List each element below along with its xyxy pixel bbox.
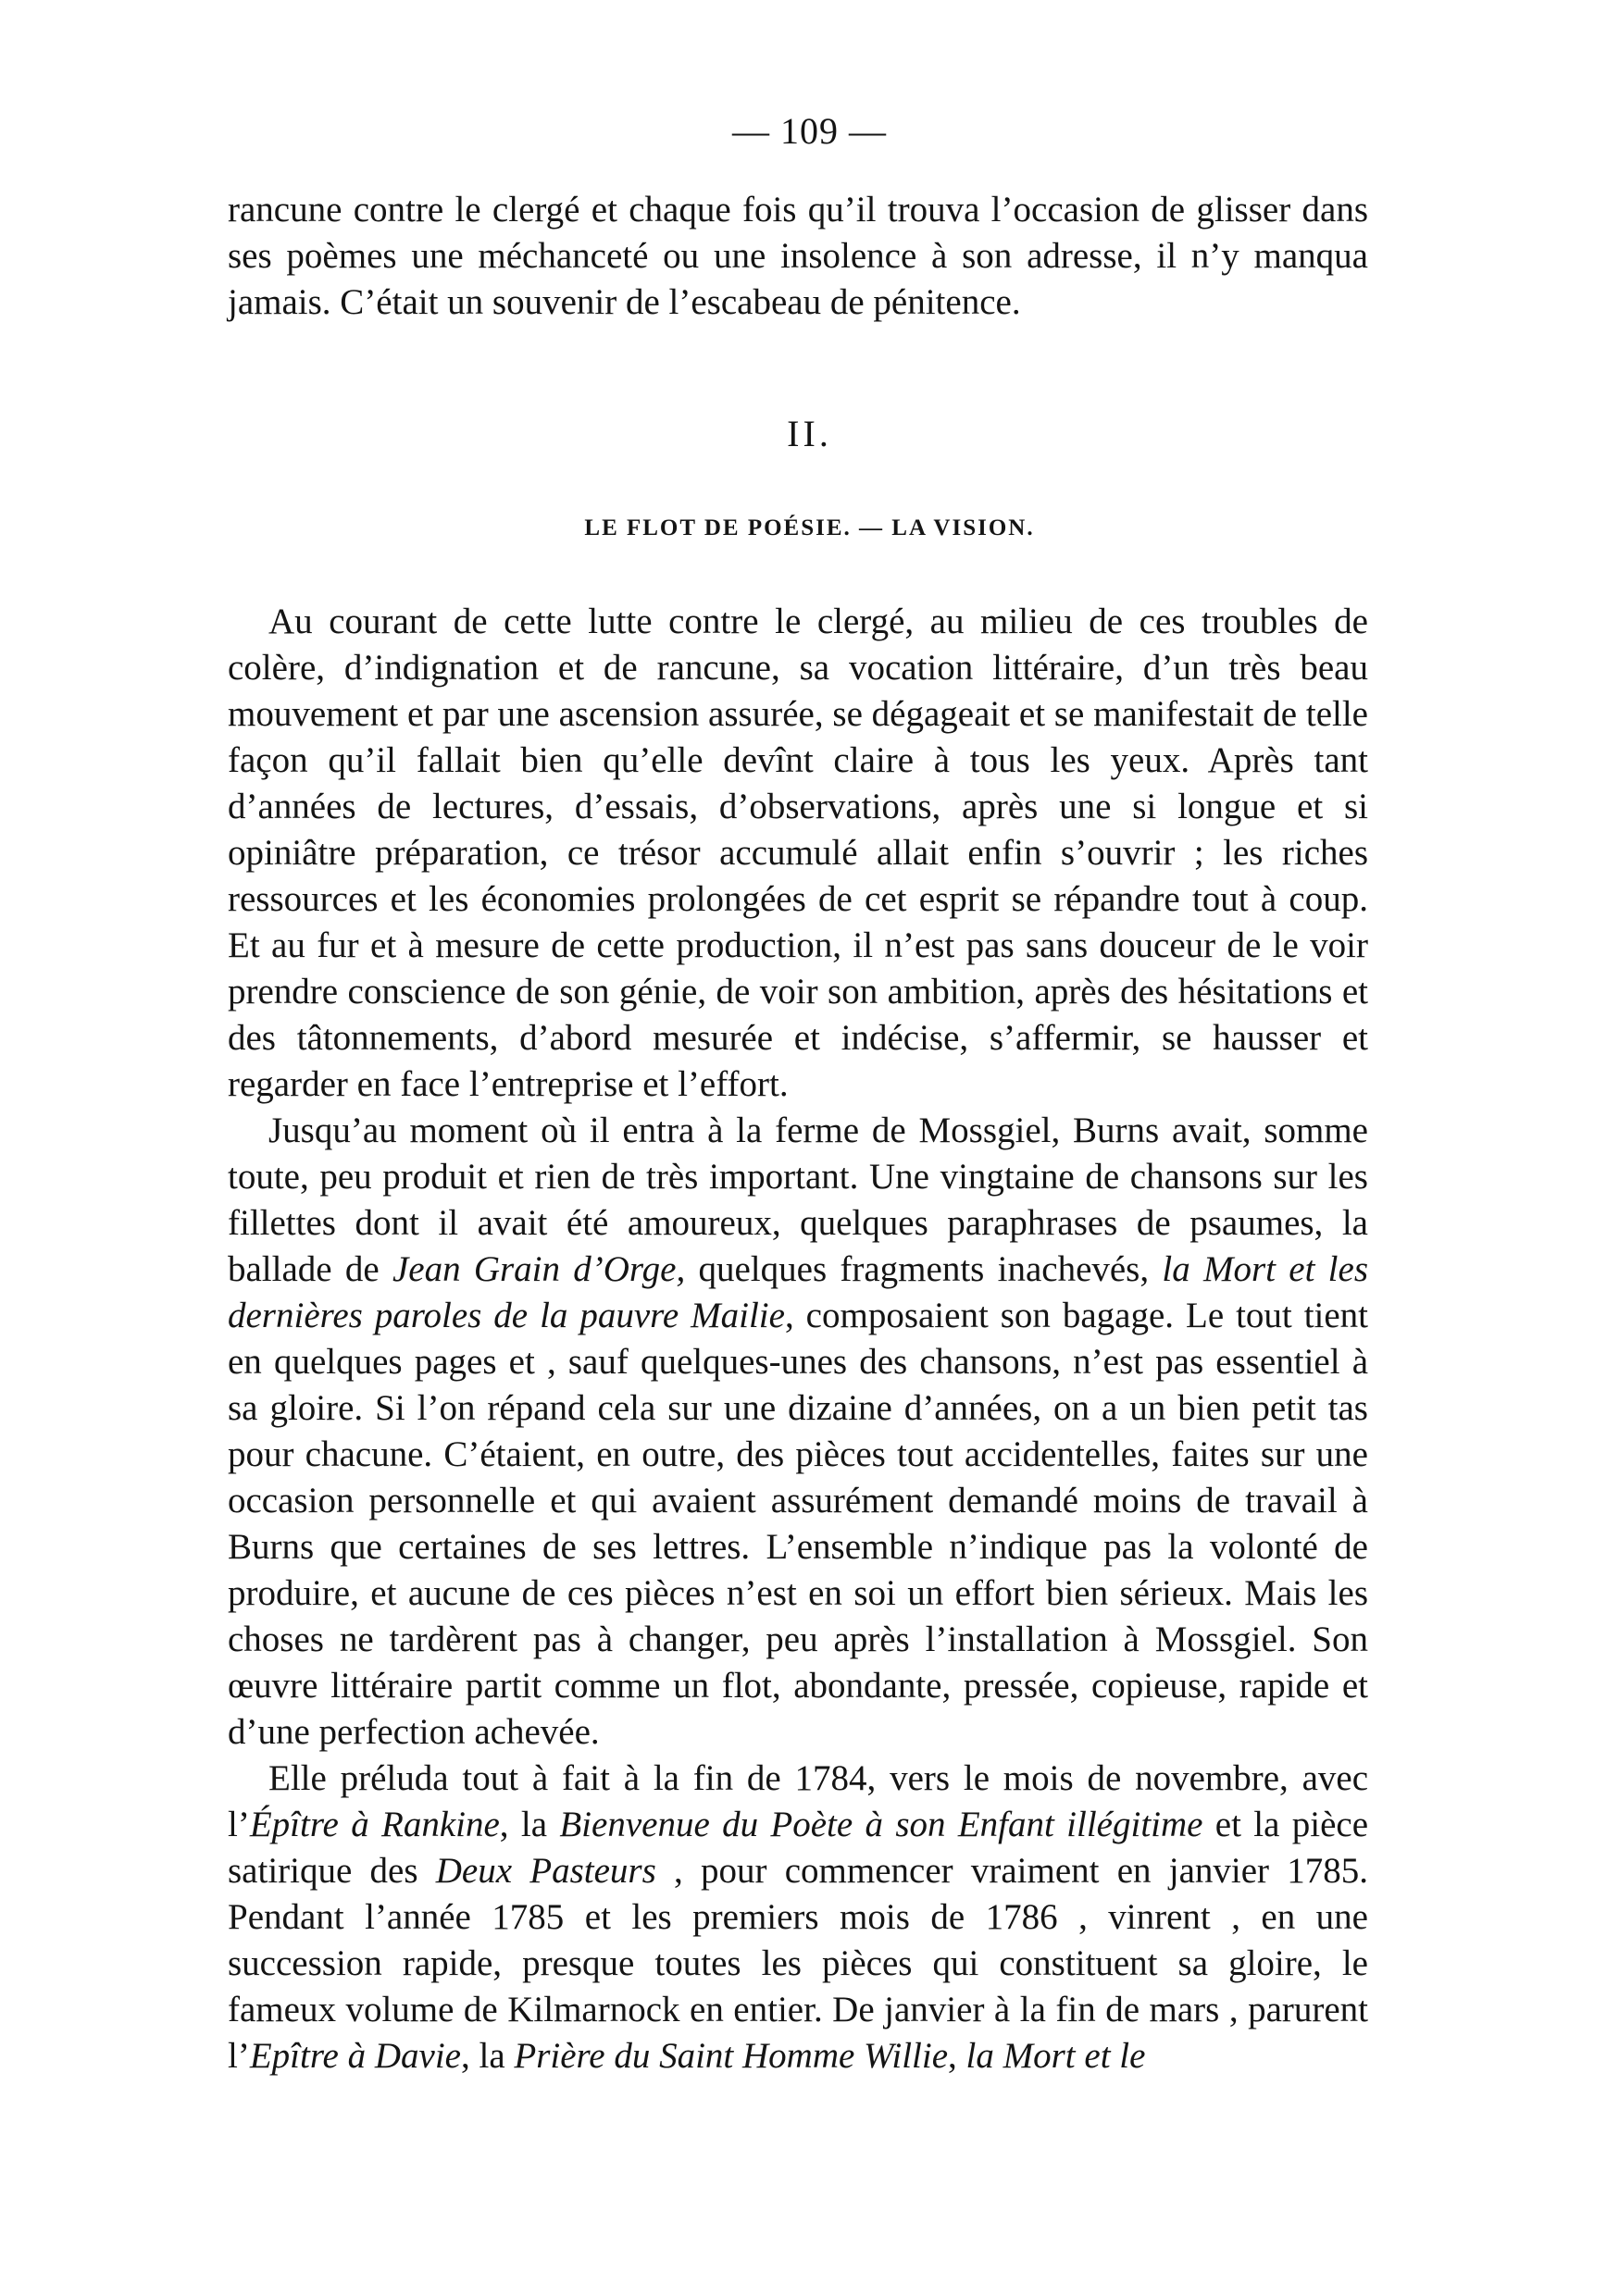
text-run: Elle préluda tout à fait à la fin de 1784, vers le mois de novembre, avec l’ (228, 1758, 1368, 1844)
work-title: la Mort et les dernières paroles de la pauvre Mailie (228, 1249, 1368, 1335)
text-run: , (948, 2036, 966, 2076)
work-title: la Mort et le (965, 2036, 1146, 2076)
continued-paragraph (228, 187, 1368, 326)
work-title: Bienvenue du Poète à son Enfant illégitime (559, 1805, 1203, 1844)
work-title: Epître à Davie (249, 2036, 461, 2076)
work-title: Jean Grain d’Orge, (392, 1249, 686, 1289)
text-run: quelques fragments inachevés, (685, 1249, 1163, 1289)
paragraph-text: rancune contre le clergé et chaque fois qu’il trouva l’occasion de glisser dans ses poèmes une méchanceté ou une insolence à son adresse, il n’y manqua jamais. C’était un souvenir de l’escabeau de pénitence. (228, 190, 1368, 322)
section-title: LE FLOT DE POÉSIE. — LA VISION. (584, 515, 1035, 540)
text-run: , pour commencer vraiment en janvier 1785. Pendant l’année 1785 et les premiers mois de 1786 , vinrent , en une succession rapide, presque toutes les pièces qui constituent sa gloire, le fameux volume de Kilmarnock en entier. De janvier à la fin de mars , parurent l’ (228, 1851, 1368, 2076)
text-run: Jusqu’au moment où il entra à la ferme de Mossgiel, Burns avait, somme toute, peu produit et rien de très important. Une vingtaine de chansons sur les fillettes dont il avait été amoureux, quelques paraphrases de psaumes, la ballade de (228, 1111, 1368, 1289)
work-title: Épître à Rankine (249, 1805, 500, 1844)
body-text (228, 599, 1368, 2079)
text-run: , la (460, 2036, 515, 2076)
work-title: Deux Pasteurs (435, 1851, 656, 1891)
text-run: , composaient son bagage. Le tout tient en quelques pages et , sauf quelques-unes des chansons, n’est pas essentiel à sa gloire. Si l’on répand cela sur une dizaine d’années, on a un bien petit tas pour chacune. C’étaient, en outre, des pièces tout accidentelles, faites sur une occasion personnelle et qui avaient assurément demandé moins de travail à Burns que certaines de ses lettres. L’ensemble n’indique pas la volonté de produire, et aucune de ces pièces n’est en soi un effort bien sérieux. Mais les choses ne tardèrent pas à changer, peu après l’installation à Mossgiel. Son œuvre littéraire partit comme un flot, abondante, pressée, copieuse, rapide et d’une perfection achevée. (228, 1296, 1369, 1752)
page-number: — 109 — (732, 110, 887, 152)
text-run: , la (499, 1805, 560, 1844)
text-run: et la pièce satirique des (228, 1805, 1369, 1891)
paragraph-1: Au courant de cette lutte contre le clergé, au milieu de ces troubles de colère, d’indignation et de rancune, sa vocation littéraire, d’un très beau mouvement et par une ascension assurée, se dégageait et se manifestait de telle façon qu’il fallait bien qu’elle devînt claire à tous les yeux. Après tant d’années de lectures, d’essais, d’observations, après une si longue et si opiniâtre préparation, ce trésor accumulé allait enfin s’ouvrir ; les riches ressources et les économies prolongées de cet esprit se répandre tout à coup. Et au fur et à mesure de cette production, il n’est pas sans douceur de le voir prendre conscience de son génie, de voir son ambition, après des hésitations et des tâtonnements, d’abord mesurée et indécise, s’affermir, se hausser et regarder en face l’entreprise et l’effort. (228, 602, 1368, 1104)
paragraph-3 (228, 1756, 1368, 2079)
work-title: Prière du Saint Homme Willie (514, 2036, 949, 2076)
section-number: II. (787, 413, 832, 454)
paragraph-2 (228, 1108, 1368, 1756)
